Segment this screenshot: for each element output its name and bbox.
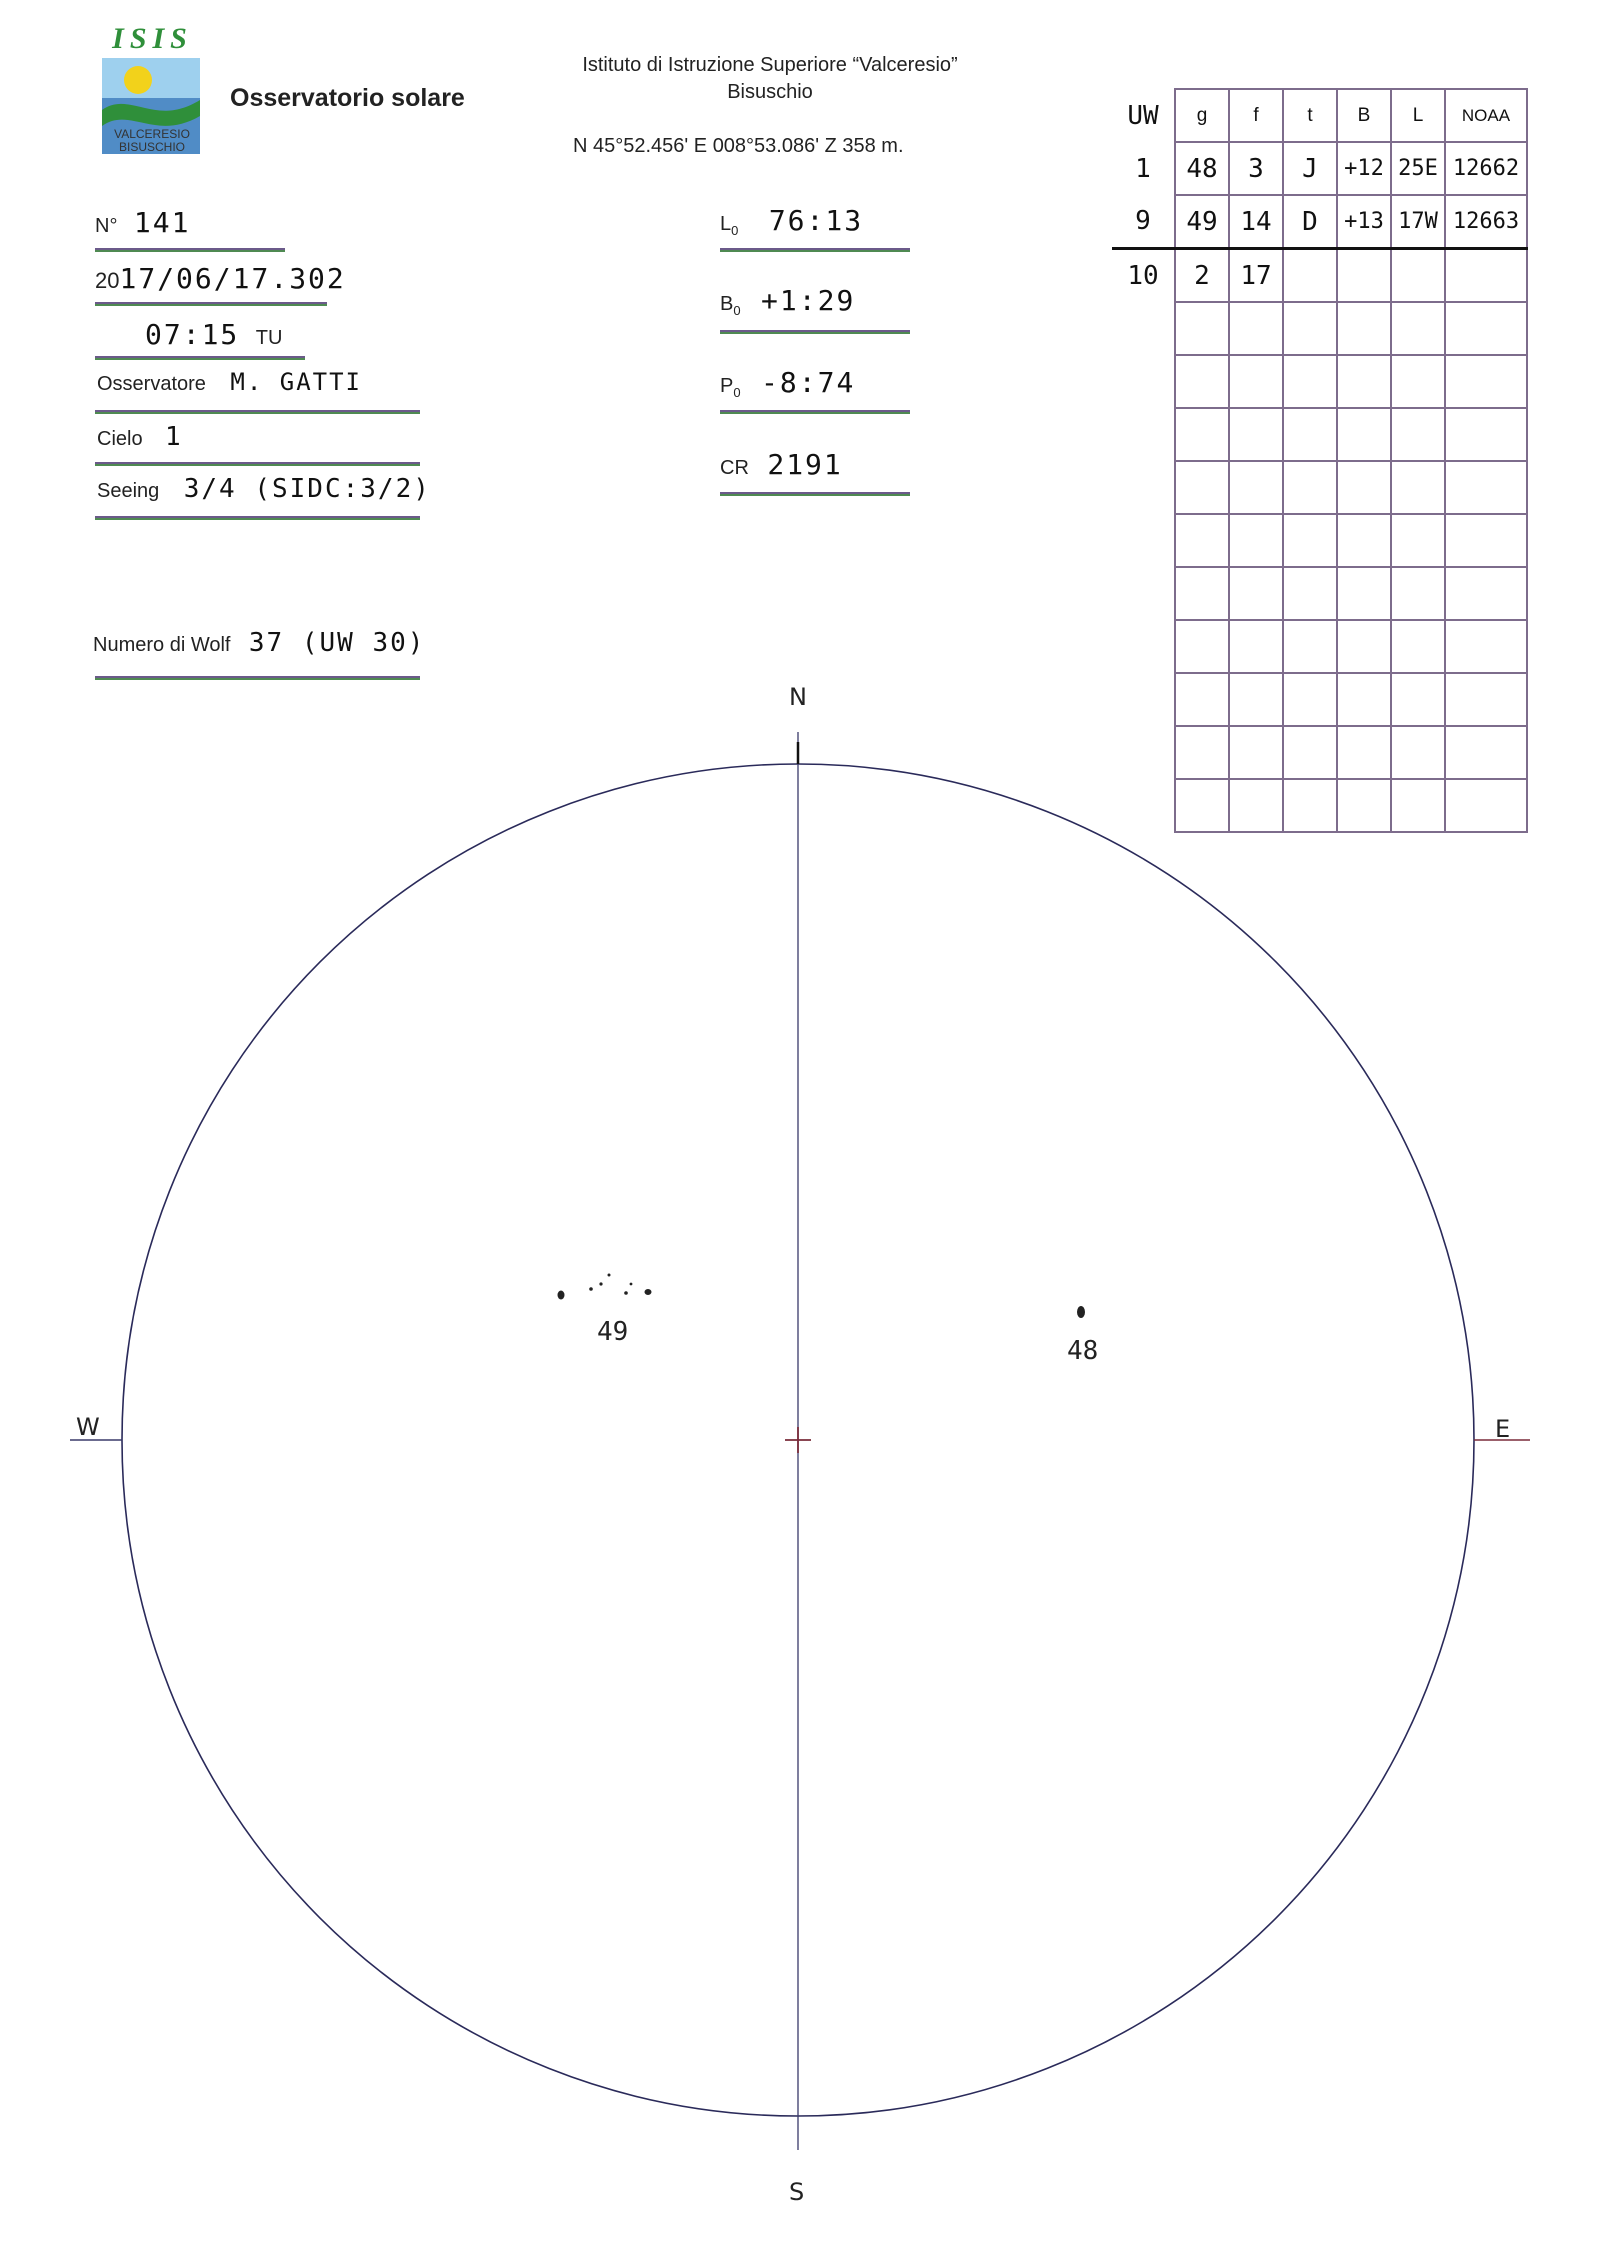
empty-cell bbox=[1445, 461, 1527, 514]
empty-cell bbox=[1112, 355, 1175, 408]
l0-label: $L_0$ bbox=[720, 213, 739, 238]
cell-f: 3 bbox=[1229, 142, 1283, 195]
sunspot-group-table bbox=[1112, 88, 1528, 833]
table-row-empty bbox=[1112, 620, 1527, 673]
empty-cell bbox=[1391, 620, 1445, 673]
number-value: 141 bbox=[133, 206, 191, 239]
header-noaa: NOAA bbox=[1445, 89, 1527, 142]
empty-cell bbox=[1391, 408, 1445, 461]
b0-value: +1:29 bbox=[761, 284, 856, 317]
table-row-empty bbox=[1112, 302, 1527, 355]
cell-b: +13 bbox=[1337, 195, 1391, 249]
west-label: W bbox=[76, 1413, 100, 1441]
date-value: 17/06/17.302 bbox=[119, 262, 346, 295]
sky-label: Cielo bbox=[97, 428, 143, 450]
table-row bbox=[1112, 195, 1527, 249]
empty-cell bbox=[1337, 408, 1391, 461]
empty-cell bbox=[1229, 302, 1283, 355]
institute-line-1: Istituto di Istruzione Superiore “Valceresio” bbox=[582, 54, 958, 76]
institute-line-2: Bisuschio bbox=[727, 81, 813, 103]
wolf-value: 37 (UW 30) bbox=[248, 628, 426, 658]
date-field bbox=[95, 262, 346, 295]
empty-cell bbox=[1337, 461, 1391, 514]
empty-cell bbox=[1229, 673, 1283, 726]
cell-f-total: 17 bbox=[1229, 249, 1283, 303]
empty-cell bbox=[1391, 302, 1445, 355]
seeing-value: 3/4 (SIDC:3/2) bbox=[183, 474, 431, 504]
header-f: f bbox=[1229, 89, 1283, 142]
empty-cell bbox=[1445, 673, 1527, 726]
observatory-title: Osservatorio solare bbox=[230, 84, 465, 112]
cell-l: 17W bbox=[1391, 195, 1445, 249]
date-prefix: 20 bbox=[95, 268, 120, 293]
seeing-label: Seeing bbox=[97, 480, 160, 502]
cell-f: 14 bbox=[1229, 195, 1283, 249]
empty-cell bbox=[1283, 461, 1337, 514]
empty-cell bbox=[1175, 726, 1229, 779]
table-row-empty bbox=[1112, 567, 1527, 620]
group-48-label: 48 bbox=[1067, 1336, 1099, 1366]
table-row-empty bbox=[1112, 514, 1527, 567]
empty-cell bbox=[1175, 461, 1229, 514]
empty-cell bbox=[1229, 779, 1283, 832]
number-underline bbox=[95, 248, 285, 250]
empty-cell bbox=[1337, 514, 1391, 567]
header-b: B bbox=[1337, 89, 1391, 142]
empty-cell bbox=[1283, 514, 1337, 567]
l0-underline bbox=[720, 248, 910, 250]
empty-cell bbox=[1445, 302, 1527, 355]
b0-underline bbox=[720, 330, 910, 332]
number-label: N° bbox=[95, 215, 118, 237]
p0-label: $P_0$ bbox=[720, 375, 741, 400]
empty-cell bbox=[1229, 620, 1283, 673]
empty-cell bbox=[1391, 461, 1445, 514]
empty-cell bbox=[1391, 779, 1445, 832]
cell-g-total: 2 bbox=[1175, 249, 1229, 303]
empty-cell bbox=[1175, 673, 1229, 726]
empty-cell bbox=[1175, 514, 1229, 567]
number-field bbox=[95, 206, 190, 239]
empty-cell bbox=[1445, 408, 1527, 461]
table-row-total bbox=[1112, 249, 1527, 303]
solar-disc-outline bbox=[122, 764, 1474, 2116]
logo-text: ISIS bbox=[112, 22, 193, 55]
l0-field bbox=[720, 204, 863, 238]
table-row-empty bbox=[1112, 461, 1527, 514]
empty-cell bbox=[1337, 302, 1391, 355]
empty-cell bbox=[1283, 726, 1337, 779]
observer-label: Osservatore bbox=[97, 373, 206, 395]
empty-cell bbox=[1112, 461, 1175, 514]
empty-cell bbox=[1337, 620, 1391, 673]
empty-cell bbox=[1337, 355, 1391, 408]
cell-b bbox=[1337, 249, 1391, 303]
empty-cell bbox=[1112, 673, 1175, 726]
b0-label: $B_0$ bbox=[720, 293, 741, 318]
sunspot-group-48 bbox=[1077, 1306, 1085, 1318]
p0-value: -8:74 bbox=[761, 366, 856, 399]
empty-cell bbox=[1229, 408, 1283, 461]
empty-cell bbox=[1283, 673, 1337, 726]
cell-g: 48 bbox=[1175, 142, 1229, 195]
cr-underline bbox=[720, 492, 910, 494]
cell-uw-total: 10 bbox=[1112, 249, 1175, 303]
empty-cell bbox=[1283, 355, 1337, 408]
empty-cell bbox=[1445, 567, 1527, 620]
observer-underline bbox=[95, 410, 420, 412]
table-row-empty bbox=[1112, 355, 1527, 408]
sky-field bbox=[97, 422, 183, 452]
empty-cell bbox=[1175, 620, 1229, 673]
table-header-row bbox=[1112, 89, 1527, 142]
empty-cell bbox=[1112, 514, 1175, 567]
empty-cell bbox=[1337, 567, 1391, 620]
empty-cell bbox=[1445, 726, 1527, 779]
sky-value: 1 bbox=[165, 422, 183, 452]
institute-name bbox=[540, 52, 1000, 106]
table-row-empty bbox=[1112, 726, 1527, 779]
empty-cell bbox=[1175, 355, 1229, 408]
empty-cell bbox=[1283, 302, 1337, 355]
empty-cell bbox=[1445, 620, 1527, 673]
empty-cell bbox=[1337, 779, 1391, 832]
empty-cell bbox=[1391, 673, 1445, 726]
group-49-label: 49 bbox=[597, 1317, 629, 1347]
time-underline bbox=[95, 356, 305, 358]
south-label: S bbox=[789, 2178, 805, 2206]
east-label: E bbox=[1495, 1415, 1511, 1443]
empty-cell bbox=[1283, 620, 1337, 673]
seeing-underline bbox=[95, 516, 420, 518]
wolf-underline bbox=[95, 676, 420, 678]
cell-noaa: 12662 bbox=[1445, 142, 1527, 195]
empty-cell bbox=[1283, 408, 1337, 461]
cell-l: 25E bbox=[1391, 142, 1445, 195]
empty-cell bbox=[1175, 302, 1229, 355]
empty-cell bbox=[1391, 567, 1445, 620]
empty-cell bbox=[1229, 726, 1283, 779]
sky-underline bbox=[95, 462, 420, 464]
time-field bbox=[145, 318, 282, 351]
empty-cell bbox=[1112, 302, 1175, 355]
empty-cell bbox=[1391, 355, 1445, 408]
logo-caption: VALCERESIO BISUSCHIO bbox=[114, 127, 190, 154]
empty-cell bbox=[1337, 726, 1391, 779]
cell-t: D bbox=[1283, 195, 1337, 249]
empty-cell bbox=[1175, 779, 1229, 832]
empty-cell bbox=[1391, 726, 1445, 779]
time-unit: TU bbox=[255, 327, 283, 349]
observer-value: M. GATTI bbox=[230, 368, 362, 396]
p0-underline bbox=[720, 410, 910, 412]
sunspot-group-49 bbox=[558, 1274, 652, 1300]
cr-label: CR bbox=[720, 457, 749, 479]
l0-value: 76:13 bbox=[768, 204, 864, 237]
empty-cell bbox=[1283, 567, 1337, 620]
empty-cell bbox=[1229, 461, 1283, 514]
header-l: L bbox=[1391, 89, 1445, 142]
cr-field bbox=[720, 448, 843, 481]
north-label: N bbox=[789, 683, 807, 711]
wolf-label: Numero di Wolf bbox=[93, 634, 231, 656]
header-g: g bbox=[1175, 89, 1229, 142]
empty-cell bbox=[1445, 779, 1527, 832]
cell-t: J bbox=[1283, 142, 1337, 195]
time-value: 07:15 bbox=[145, 318, 240, 351]
table-row bbox=[1112, 142, 1527, 195]
header-uw: UW bbox=[1127, 100, 1159, 131]
empty-cell bbox=[1175, 408, 1229, 461]
site-coordinates: N 45°52.456' E 008°53.086' Z 358 m. bbox=[573, 135, 904, 157]
empty-cell bbox=[1445, 514, 1527, 567]
table-row-empty bbox=[1112, 408, 1527, 461]
empty-cell bbox=[1337, 673, 1391, 726]
cell-noaa bbox=[1445, 249, 1527, 303]
p0-field bbox=[720, 366, 855, 400]
b0-field bbox=[720, 284, 855, 318]
empty-cell bbox=[1175, 567, 1229, 620]
empty-cell bbox=[1283, 779, 1337, 832]
header-t: t bbox=[1283, 89, 1337, 142]
empty-cell bbox=[1112, 408, 1175, 461]
cell-noaa: 12663 bbox=[1445, 195, 1527, 249]
table-row-empty bbox=[1112, 673, 1527, 726]
cell-b: +12 bbox=[1337, 142, 1391, 195]
cell-l bbox=[1391, 249, 1445, 303]
seeing-field bbox=[97, 474, 431, 504]
observer-field bbox=[97, 368, 362, 396]
empty-cell bbox=[1391, 514, 1445, 567]
date-underline bbox=[95, 302, 327, 304]
empty-cell bbox=[1112, 726, 1175, 779]
empty-cell bbox=[1112, 779, 1175, 832]
cell-t bbox=[1283, 249, 1337, 303]
cell-uw: 1 bbox=[1135, 153, 1151, 184]
cr-value: 2191 bbox=[767, 448, 843, 481]
empty-cell bbox=[1112, 620, 1175, 673]
cell-g: 49 bbox=[1175, 195, 1229, 249]
empty-cell bbox=[1229, 567, 1283, 620]
empty-cell bbox=[1229, 355, 1283, 408]
wolf-number-field bbox=[93, 628, 425, 658]
cell-uw: 9 bbox=[1135, 206, 1151, 236]
empty-cell bbox=[1229, 514, 1283, 567]
empty-cell bbox=[1445, 355, 1527, 408]
empty-cell bbox=[1112, 567, 1175, 620]
table-row-empty bbox=[1112, 779, 1527, 832]
